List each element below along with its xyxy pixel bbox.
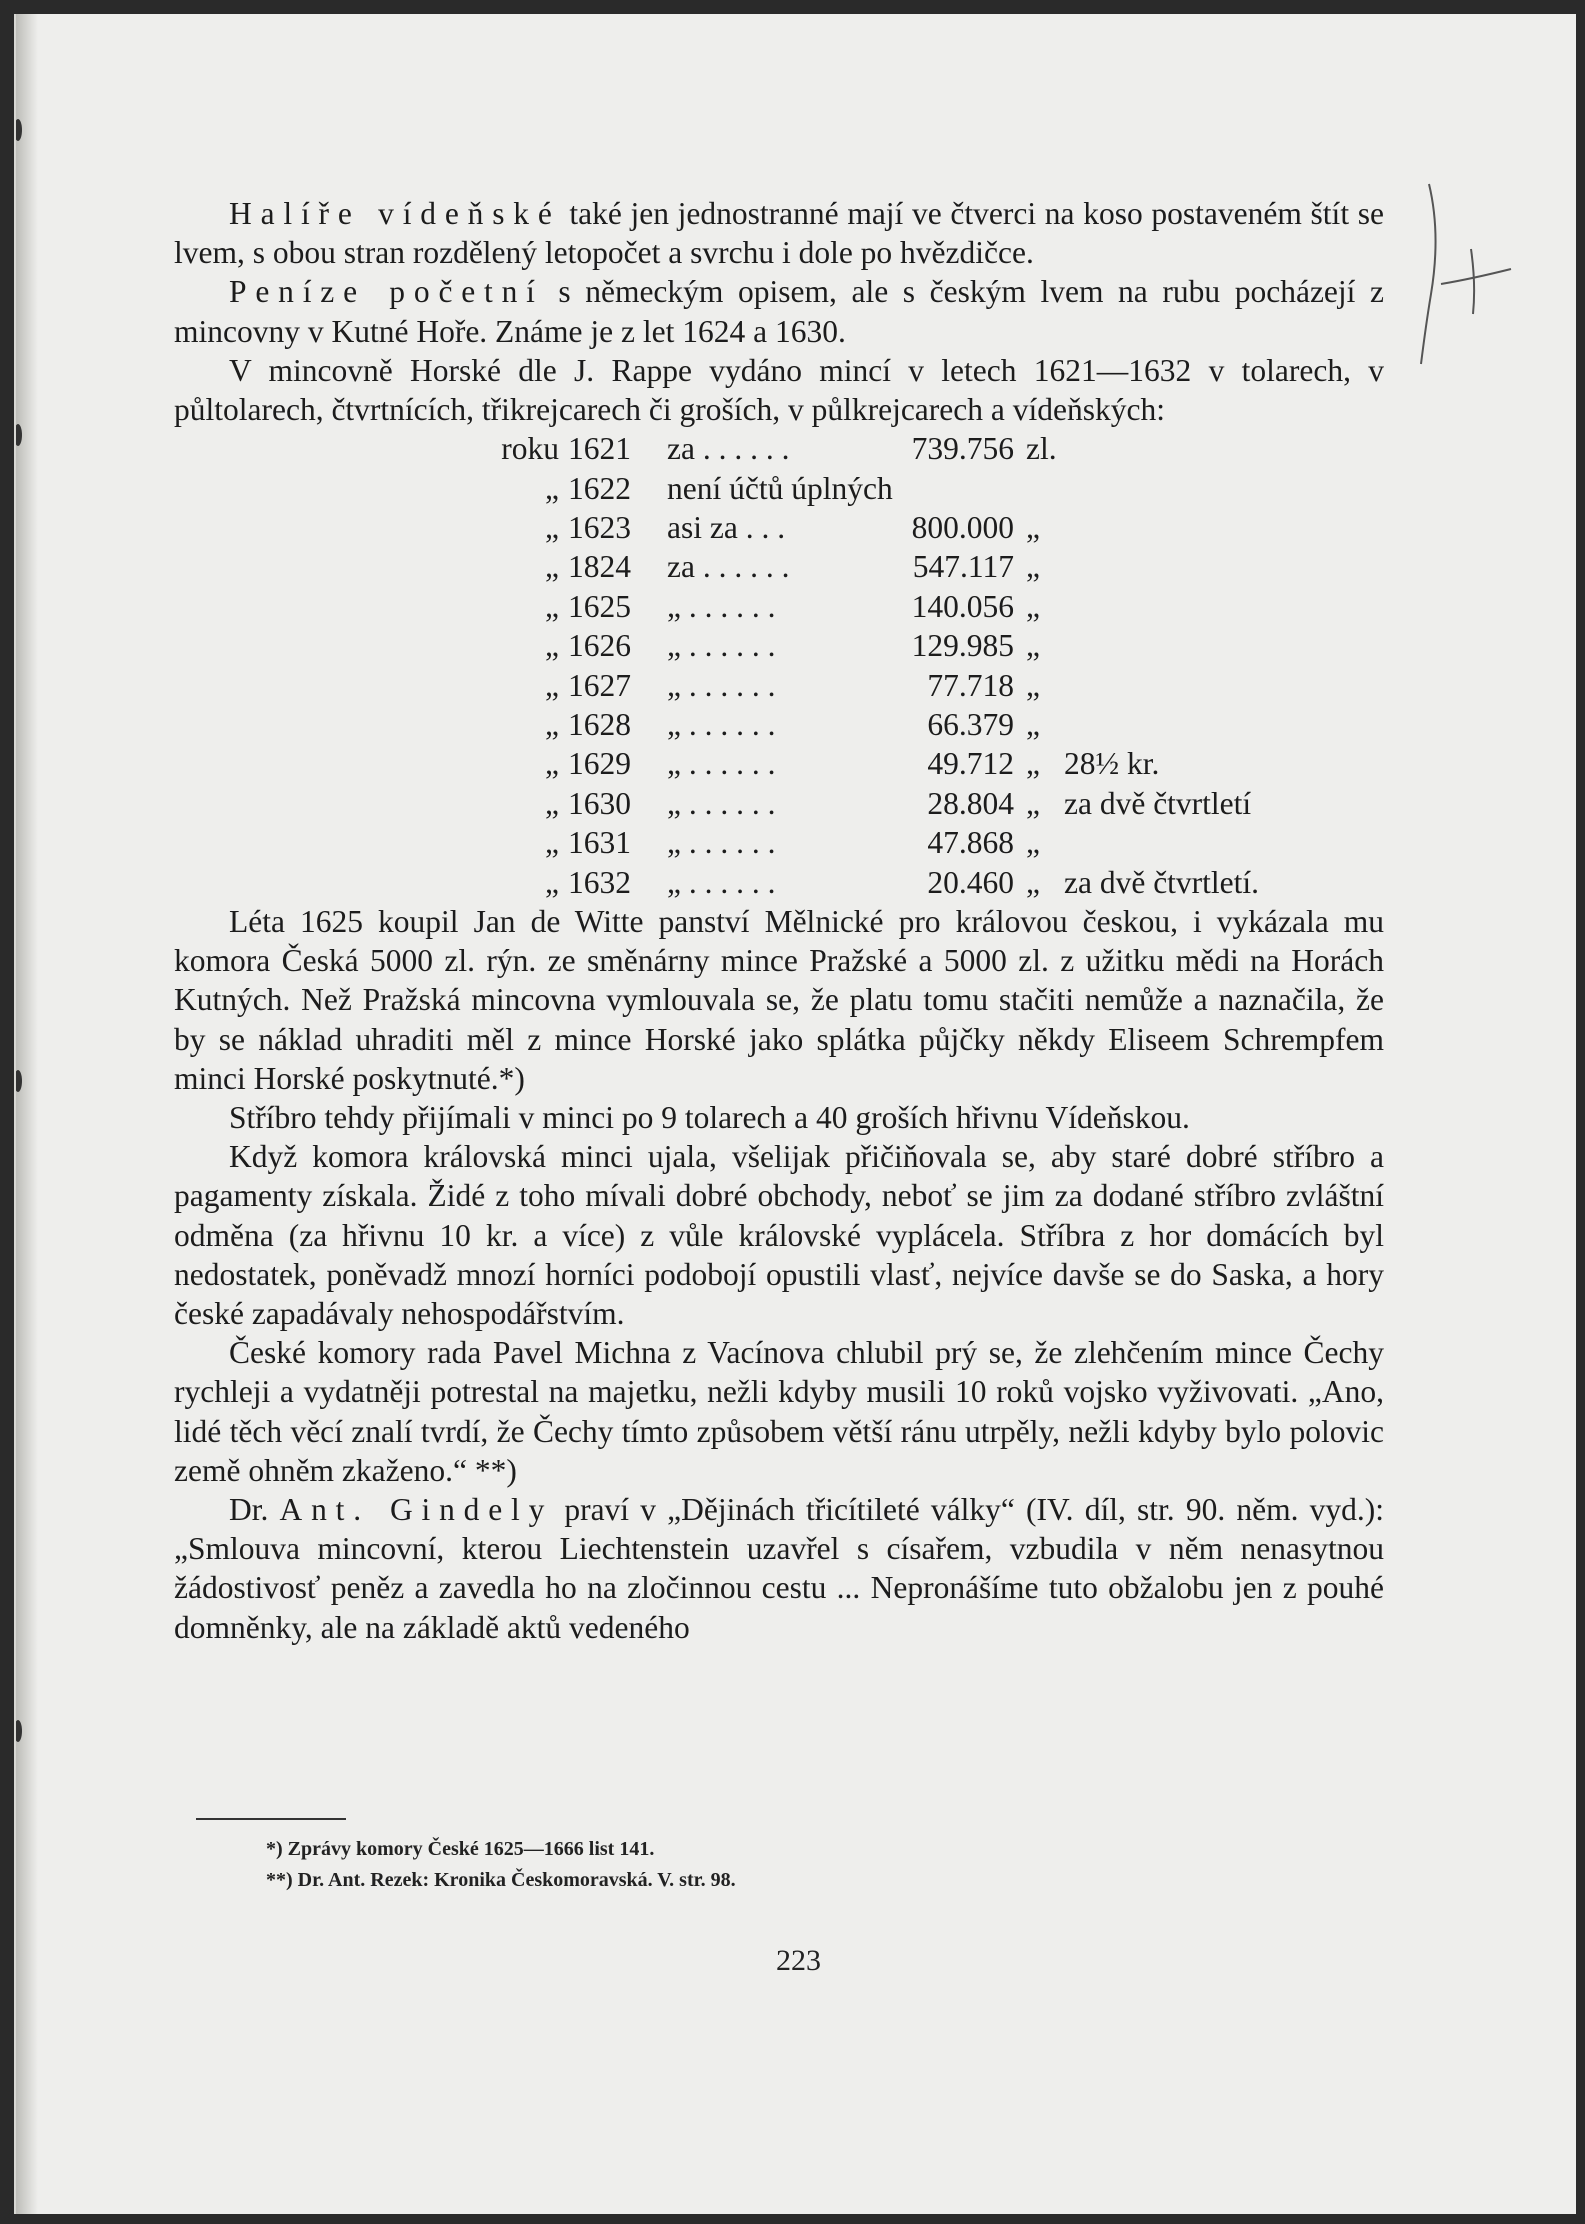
paragraph-penize — [174, 272, 1384, 350]
amount-cell: 77.718 — [927, 667, 1014, 703]
paragraph-witte: Léta 1625 koupil Jan de Witte panství Mělnické pro královou českou, i vykázala mu komora Česká 5000 zl. rýn. ze směnárny mince Pražské a 5000 zl. z užitku mědi na Horách Kutných. Než Pražská mincovna vymlouvala se, že platu tomu stačiti nemůže a naznačila, že by se náklad uhraditi měl z mince Horské jako splátka půjčky někdy Eliseem Schrempfem minci Horské poskytnuté.*) — [174, 903, 1384, 1096]
binding-mark — [14, 1070, 22, 1092]
lead-penize: Peníze početní — [229, 274, 544, 310]
unit-cell: „ — [1026, 825, 1040, 861]
binding-mark — [14, 424, 22, 446]
unit-cell: „ — [1026, 706, 1040, 742]
mint-table-row — [174, 744, 1384, 783]
year-cell: 1623 — [568, 510, 631, 545]
unit-cell: „ — [1026, 628, 1040, 664]
mint-table-row — [174, 508, 1384, 547]
amount-cell: 47.868 — [927, 825, 1014, 861]
body-text — [174, 194, 1384, 1647]
amount-cell: 800.000 — [911, 510, 1014, 545]
year-prefix: „ — [545, 864, 559, 900]
year-cell: 1626 — [568, 628, 631, 664]
mint-table-row — [174, 666, 1384, 705]
page-number: 223 — [776, 1944, 821, 1977]
year-cell: 1630 — [568, 785, 631, 821]
note-cell: „ . . . . . . — [667, 825, 776, 861]
mint-table-row — [174, 547, 1384, 586]
year-cell: 1627 — [568, 667, 631, 703]
year-prefix: „ — [545, 628, 559, 664]
amount-cell: 547.117 — [912, 549, 1014, 585]
note-cell: „ . . . . . . — [667, 864, 776, 900]
unit-cell: „ — [1026, 864, 1040, 900]
mint-table-row — [174, 587, 1384, 626]
note-cell: za . . . . . . — [667, 549, 790, 585]
unit-cell: „ — [1026, 510, 1040, 545]
mint-table-row — [174, 469, 1384, 508]
remark-cell: za dvě čtvrtletí. — [1064, 864, 1260, 900]
note-cell: „ . . . . . . — [667, 667, 776, 703]
unit-cell: „ — [1026, 549, 1040, 585]
year-cell: 1625 — [568, 588, 631, 624]
footnote-2: **) Dr. Ant. Rezek: Kronika Českomoravská. V. str. 98. — [266, 1869, 736, 1891]
mint-table-row — [174, 823, 1384, 862]
unit-cell: „ — [1026, 746, 1040, 782]
year-cell: 1622 — [568, 470, 631, 506]
mint-output-table — [174, 429, 1384, 902]
note-cell: za . . . . . . — [667, 431, 790, 467]
year-prefix: „ — [545, 510, 559, 545]
lead-gindely: Ant. Gindely — [279, 1491, 554, 1527]
paragraph-gindely — [174, 1490, 1384, 1647]
paragraph-gindely-text: praví v „Dějinách třicítileté války“ (IV. díl, str. 90. něm. vyd.): „Smlouva mincovní, kterou Liechtenstein uzavřel s císařem, vzbudila v něm nenasytnou žádostivosť peněz a zavedla ho na zločinnou cestu ... Nepronášíme tuto obžalobu jen z pouhé domněnky, ale na základě aktů vedeného — [174, 1491, 1385, 1645]
year-prefix: „ — [545, 667, 559, 703]
amount-cell: 66.379 — [927, 706, 1014, 742]
mint-table-row — [174, 626, 1384, 665]
mint-table-row — [174, 705, 1384, 744]
amount-cell: 140.056 — [911, 588, 1014, 624]
year-prefix: „ — [545, 549, 559, 585]
binding-shadow — [16, 14, 38, 2214]
binding-mark — [14, 119, 22, 141]
amount-cell: 49.712 — [927, 746, 1014, 782]
year-cell: 1632 — [568, 864, 631, 900]
gindely-prefix: Dr. — [229, 1491, 280, 1527]
footnote-rule — [196, 1818, 346, 1820]
year-cell: 1628 — [568, 706, 631, 742]
margin-pencil-mark — [1401, 174, 1541, 374]
paragraph-halire — [174, 194, 1384, 272]
amount-cell: 739.756 — [911, 431, 1014, 467]
year-prefix: „ — [545, 785, 559, 821]
paragraph-halire-text: také jen jednostranné mají ve čtverci na koso postaveném štít se lvem, s obou stran rozdělený letopočet a svrchu i dole po hvězdičce. — [174, 196, 1384, 271]
note-cell: asi za . . . — [667, 510, 786, 545]
remark-cell: za dvě čtvrtletí — [1064, 785, 1252, 821]
note-cell: není účtů úplných — [667, 470, 893, 506]
paragraph-penize-text: s německým opisem, ale s českým lvem na rubu pocházejí z mincovny v Kutné Hoře. Známe je z let 1624 a 1630. — [174, 274, 1384, 349]
footnote-1: *) Zprávy komory České 1625—1666 list 141. — [266, 1838, 655, 1860]
note-cell: „ . . . . . . — [667, 746, 776, 782]
paragraph-michna: České komory rada Pavel Michna z Vacínova chlubil prý se, že zlehčením mince Čechy rychleji a vydatněji potrestal na majetku, nežli kdyby musili 10 roků vojsko vyživovati. „Ano, lidé těch věcí znalí tvrdí, že Čechy tímto způsobem větší ránu utrpěly, nežli kdyby bylo polovic země ohněm zkaženo.“ **) — [174, 1335, 1384, 1488]
paragraph-rapp: V mincovně Horské dle J. Rappe vydáno mincí v letech 1621—1632 v tolarech, v půltolarech, čtvrtnících, třikrejcarech či groších, v půlkrejcarech a vídeňských: — [174, 352, 1384, 428]
mint-table-row — [174, 429, 1384, 468]
year-prefix: „ — [545, 706, 559, 742]
book-page — [14, 14, 1576, 2214]
binding-mark — [14, 1720, 22, 1742]
lead-halire: Halíře vídeňské — [229, 196, 561, 231]
unit-cell: „ — [1026, 667, 1040, 703]
amount-cell: 129.985 — [911, 628, 1014, 664]
note-cell: „ . . . . . . — [667, 588, 776, 624]
year-prefix: „ — [545, 588, 559, 624]
note-cell: „ . . . . . . — [667, 706, 776, 742]
unit-cell: „ — [1026, 785, 1040, 821]
footnotes — [196, 1834, 1096, 1896]
year-cell: 1631 — [568, 825, 631, 861]
year-cell: 1824 — [568, 549, 631, 585]
year-prefix: „ — [545, 470, 559, 506]
unit-cell: „ — [1026, 588, 1040, 624]
year-prefix: roku — [501, 431, 559, 467]
unit-cell: zl. — [1026, 431, 1057, 467]
note-cell: „ . . . . . . — [667, 628, 776, 664]
year-cell: 1629 — [568, 746, 631, 782]
paragraph-komora: Když komora královská minci ujala, všelijak přičiňovala se, aby staré dobré stříbro a pagamenty získala. Židé z toho mívali dobré obchody, neboť se jim za dodané stříbro zvláštní odměna (za hřivnu 10 kr. a více) z vůle královské vyplácela. Stříbra z hor domácích byl nedostatek, poněvadž mnozí horníci podobojí opustili vlasť, nejvíce davše se do Saska, a hory české zapadávaly nehospodářstvím. — [174, 1139, 1384, 1331]
mint-table-row — [174, 863, 1384, 902]
amount-cell: 20.460 — [927, 864, 1014, 900]
year-cell: 1621 — [568, 431, 631, 467]
remark-cell: 28½ kr. — [1064, 746, 1160, 782]
note-cell: „ . . . . . . — [667, 785, 776, 821]
year-prefix: „ — [545, 746, 559, 782]
mint-table-row — [174, 784, 1384, 823]
year-prefix: „ — [545, 825, 559, 861]
amount-cell: 28.804 — [927, 785, 1014, 821]
paragraph-stribro: Stříbro tehdy přijímali v minci po 9 tolarech a 40 groších hřivnu Vídeňskou. — [229, 1099, 1190, 1135]
